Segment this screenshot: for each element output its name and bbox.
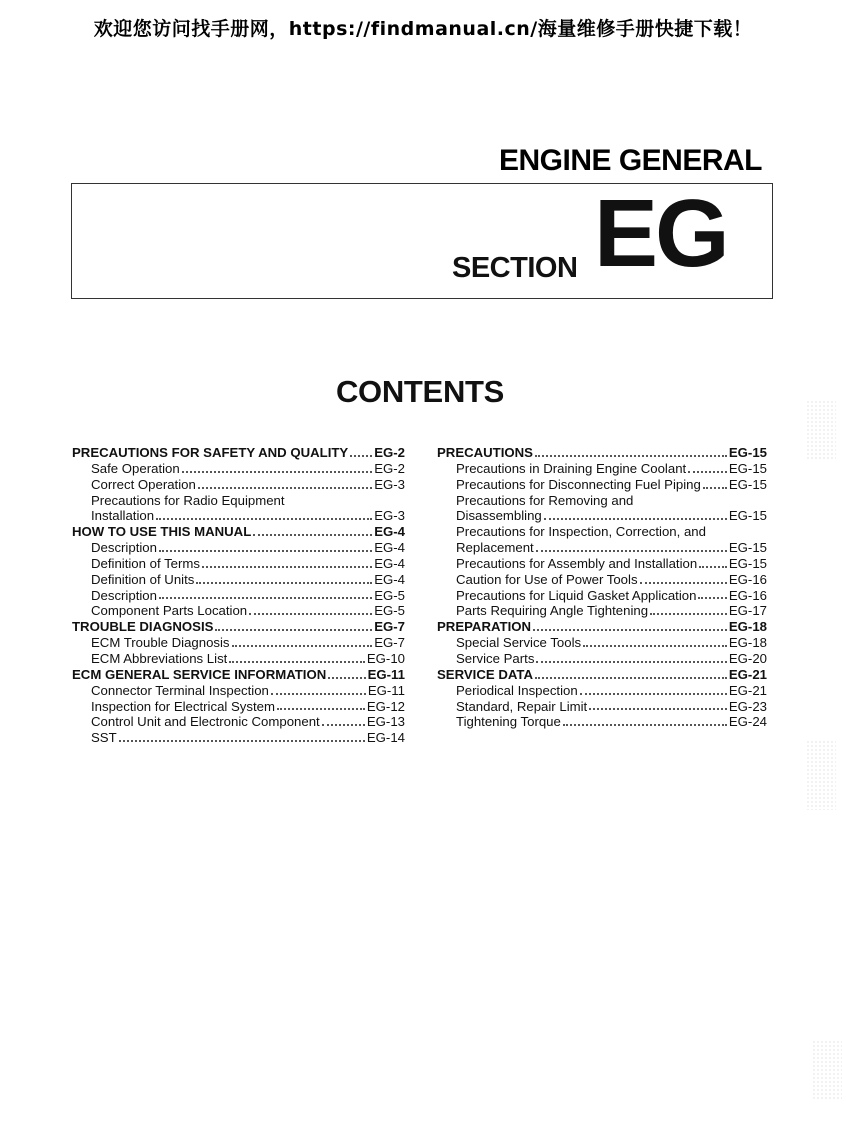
dot-leader bbox=[699, 566, 727, 568]
dot-leader bbox=[249, 613, 372, 615]
toc-subsection-entry[interactable] bbox=[72, 493, 405, 509]
dot-leader bbox=[533, 629, 727, 631]
toc-entry-title: PRECAUTIONS bbox=[437, 445, 533, 460]
section-code: EG bbox=[594, 180, 727, 287]
toc-page-number: EG-15 bbox=[728, 540, 767, 556]
toc-section-entry[interactable] bbox=[437, 445, 767, 461]
toc-entry-title: PRECAUTIONS FOR SAFETY AND QUALITY bbox=[72, 445, 349, 460]
toc-right-column bbox=[437, 445, 767, 730]
toc-entry-title: SERVICE DATA bbox=[437, 666, 533, 682]
dot-leader bbox=[232, 645, 373, 647]
toc-page-number: EG-13 bbox=[366, 714, 405, 730]
toc-page-number: EG-10 bbox=[366, 650, 405, 666]
dot-leader bbox=[198, 487, 372, 489]
toc-subsection-entry[interactable] bbox=[72, 508, 405, 524]
toc-subsection-entry[interactable] bbox=[72, 635, 405, 651]
toc-entry-title: TROUBLE DIAGNOSIS bbox=[72, 619, 214, 635]
toc-page-number: EG-3 bbox=[374, 476, 405, 492]
dot-leader bbox=[196, 582, 372, 584]
toc-subsection-entry[interactable] bbox=[72, 477, 405, 493]
dot-leader bbox=[650, 613, 727, 615]
dot-leader bbox=[156, 518, 372, 520]
toc-page-number: EG-23 bbox=[728, 698, 767, 714]
dot-leader bbox=[580, 693, 727, 695]
dot-leader bbox=[536, 661, 726, 663]
toc-subsection-entry[interactable] bbox=[437, 651, 767, 667]
toc-section-entry[interactable] bbox=[72, 667, 405, 683]
toc-subsection-entry[interactable] bbox=[72, 461, 405, 477]
toc-page-number: EG-18 bbox=[728, 635, 767, 651]
toc-entry-title: Definition of Units bbox=[91, 571, 195, 587]
dot-leader bbox=[640, 582, 727, 584]
toc-page-number: EG-16 bbox=[728, 587, 767, 603]
toc-subsection-entry[interactable] bbox=[72, 588, 405, 604]
toc-entry-title: Definition of Terms bbox=[91, 555, 200, 571]
dot-leader bbox=[350, 455, 372, 457]
toc-page-number: EG-21 bbox=[728, 666, 767, 682]
toc-page-number: EG-5 bbox=[374, 587, 405, 603]
toc-subsection-entry[interactable] bbox=[72, 683, 405, 699]
toc-page-number: EG-5 bbox=[374, 603, 405, 619]
dot-leader bbox=[698, 597, 726, 599]
toc-entry-title: Precautions for Removing and bbox=[456, 492, 634, 508]
toc-entry-title: Tightening Torque bbox=[456, 714, 561, 730]
toc-entry-title: Inspection for Electrical System bbox=[91, 698, 275, 714]
toc-page-number: EG-18 bbox=[728, 619, 767, 635]
dot-leader bbox=[536, 550, 727, 552]
toc-entry-title: HOW TO USE THIS MANUAL bbox=[72, 524, 252, 540]
toc-left-column bbox=[72, 445, 405, 746]
toc-page-number: EG-2 bbox=[374, 445, 405, 460]
toc-page-number: EG-12 bbox=[366, 698, 405, 714]
dot-leader bbox=[535, 455, 727, 457]
toc-entry-title: Periodical Inspection bbox=[456, 682, 578, 698]
dot-leader bbox=[271, 693, 366, 695]
toc-page-number: EG-4 bbox=[374, 540, 405, 556]
dot-leader bbox=[322, 724, 365, 726]
toc-subsection-entry[interactable] bbox=[437, 588, 767, 604]
toc-entry-title: Connector Terminal Inspection bbox=[91, 682, 269, 698]
toc-entry-title: Special Service Tools bbox=[456, 635, 582, 651]
section-title: ENGINE GENERAL bbox=[498, 144, 762, 177]
toc-page-number: EG-3 bbox=[374, 508, 405, 524]
toc-subsection-entry[interactable] bbox=[437, 699, 767, 715]
toc-page-number: EG-15 bbox=[728, 460, 767, 476]
toc-subsection-entry[interactable] bbox=[72, 714, 405, 730]
toc-page-number: EG-20 bbox=[728, 650, 767, 666]
toc-page-number: EG-7 bbox=[374, 635, 405, 651]
toc-subsection-entry[interactable] bbox=[437, 556, 767, 572]
dot-leader bbox=[215, 629, 372, 631]
toc-subsection-entry[interactable] bbox=[437, 524, 767, 540]
toc-entry-title: Precautions for Inspection, Correction, and bbox=[456, 524, 706, 540]
toc-section-entry[interactable] bbox=[72, 445, 405, 461]
toc-page-number: EG-7 bbox=[374, 619, 405, 635]
toc-entry-title: Precautions for Disconnecting Fuel Piping bbox=[456, 476, 701, 492]
toc-entry-title: Precautions for Radio Equipment bbox=[91, 492, 285, 508]
toc-page-number: EG-14 bbox=[366, 730, 405, 746]
toc-page-number: EG-17 bbox=[728, 603, 767, 619]
toc-section-entry[interactable] bbox=[437, 619, 767, 635]
toc-section-entry[interactable] bbox=[72, 524, 405, 540]
toc-subsection-entry[interactable] bbox=[72, 730, 405, 746]
scan-speckle bbox=[806, 740, 836, 810]
toc-entry-title: Standard, Repair Limit bbox=[456, 698, 588, 714]
dot-leader bbox=[202, 566, 372, 568]
toc-subsection-entry[interactable] bbox=[437, 572, 767, 588]
toc-subsection-entry[interactable] bbox=[437, 714, 767, 730]
toc-subsection-entry[interactable] bbox=[437, 683, 767, 699]
dot-leader bbox=[253, 534, 372, 536]
toc-subsection-entry[interactable] bbox=[72, 572, 405, 588]
dot-leader bbox=[277, 708, 365, 710]
toc-entry-title: Installation bbox=[91, 508, 155, 524]
toc-page-number: EG-4 bbox=[374, 524, 405, 540]
toc-subsection-entry[interactable] bbox=[437, 540, 767, 556]
toc-page-number: EG-4 bbox=[374, 555, 405, 571]
toc-subsection-entry[interactable] bbox=[437, 508, 767, 524]
dot-leader bbox=[544, 518, 727, 520]
download-site-banner: 欢迎您访问找手册网，https://findmanual.cn/海量维修手册快捷下载！ bbox=[93, 18, 753, 40]
toc-subsection-entry[interactable] bbox=[437, 493, 767, 509]
toc-entry-title: Control Unit and Electronic Component bbox=[91, 714, 320, 730]
toc-entry-title: Precautions in Draining Engine Coolant bbox=[456, 460, 687, 476]
dot-leader bbox=[688, 471, 727, 473]
toc-subsection-entry[interactable] bbox=[72, 651, 405, 667]
toc-subsection-entry[interactable] bbox=[437, 635, 767, 651]
toc-entry-title: Replacement bbox=[456, 540, 534, 556]
toc-entry-title: Parts Requiring Angle Tightening bbox=[456, 603, 649, 619]
toc-entry-title: Description bbox=[91, 587, 157, 603]
toc-section-entry[interactable] bbox=[72, 619, 405, 635]
scan-speckle bbox=[806, 400, 836, 460]
toc-subsection-entry[interactable] bbox=[72, 540, 405, 556]
dot-leader bbox=[583, 645, 727, 647]
toc-page-number: EG-11 bbox=[367, 682, 405, 698]
toc-entry-title: Component Parts Location bbox=[91, 603, 248, 619]
toc-entry-title: Safe Operation bbox=[91, 460, 180, 476]
toc-entry-title: ECM Trouble Diagnosis bbox=[91, 635, 230, 651]
toc-page-number: EG-4 bbox=[374, 571, 405, 587]
scan-speckle bbox=[812, 1040, 842, 1100]
toc-entry-title: Correct Operation bbox=[91, 476, 196, 492]
toc-entry-title: ECM Abbreviations List bbox=[91, 650, 228, 666]
dot-leader bbox=[563, 724, 727, 726]
toc-page-number: EG-15 bbox=[728, 445, 767, 460]
toc-subsection-entry[interactable] bbox=[72, 603, 405, 619]
toc-subsection-entry[interactable] bbox=[437, 461, 767, 477]
dot-leader bbox=[119, 740, 365, 742]
toc-entry-title: SST bbox=[91, 730, 117, 746]
toc-entry-title: Precautions for Liquid Gasket Application bbox=[456, 587, 697, 603]
toc-subsection-entry[interactable] bbox=[72, 556, 405, 572]
toc-entry-title: ECM GENERAL SERVICE INFORMATION bbox=[72, 666, 327, 682]
toc-page-number: EG-21 bbox=[728, 682, 767, 698]
toc-subsection-entry[interactable] bbox=[72, 699, 405, 715]
toc-page-number: EG-2 bbox=[374, 460, 405, 476]
section-label: SECTION bbox=[452, 252, 578, 284]
dot-leader bbox=[535, 677, 727, 679]
toc-page-number: EG-15 bbox=[728, 508, 767, 524]
dot-leader bbox=[182, 471, 373, 473]
toc-subsection-entry[interactable] bbox=[437, 477, 767, 493]
toc-page-number: EG-11 bbox=[367, 666, 405, 682]
section-header-box bbox=[71, 180, 773, 299]
dot-leader bbox=[229, 661, 365, 663]
dot-leader bbox=[589, 708, 727, 710]
toc-entry-title: Precautions for Assembly and Installation bbox=[456, 555, 698, 571]
toc-subsection-entry[interactable] bbox=[437, 603, 767, 619]
dot-leader bbox=[328, 677, 365, 679]
toc-page-number: EG-15 bbox=[728, 555, 767, 571]
toc-page-number: EG-24 bbox=[728, 714, 767, 730]
toc-entry-title: Service Parts bbox=[456, 650, 535, 666]
dot-leader bbox=[159, 550, 372, 552]
toc-entry-title: PREPARATION bbox=[437, 619, 532, 635]
dot-leader bbox=[703, 487, 727, 489]
toc-entry-title: Description bbox=[91, 540, 157, 556]
toc-page-number: EG-16 bbox=[728, 571, 767, 587]
toc-page-number: EG-15 bbox=[728, 476, 767, 492]
dot-leader bbox=[159, 597, 372, 599]
contents-heading: CONTENTS bbox=[335, 374, 505, 409]
toc-section-entry[interactable] bbox=[437, 667, 767, 683]
toc-entry-title: Caution for Use of Power Tools bbox=[456, 571, 638, 587]
toc-entry-title: Disassembling bbox=[456, 508, 542, 524]
